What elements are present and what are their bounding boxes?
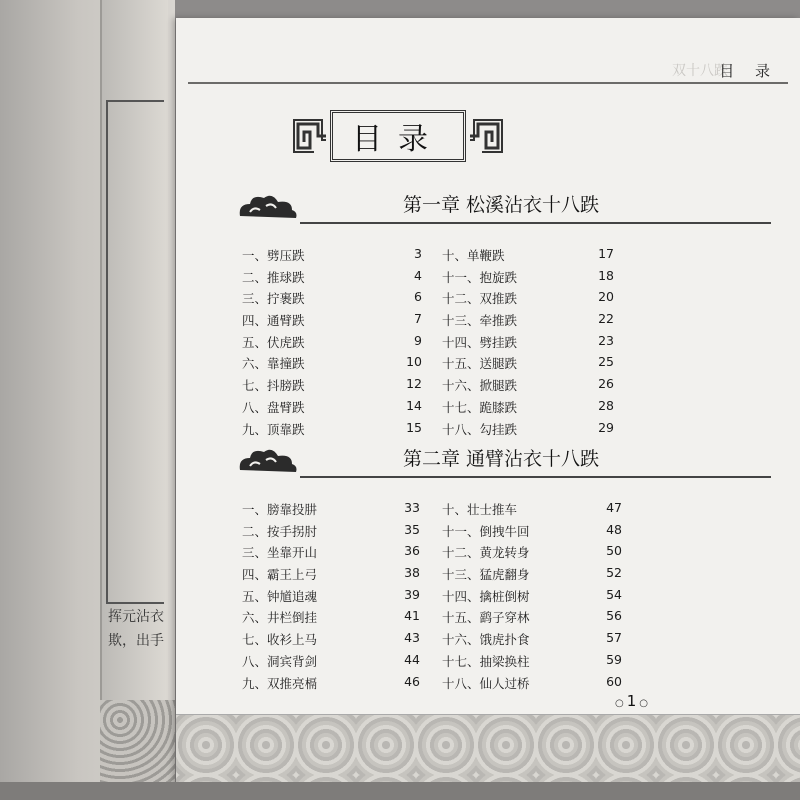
toc-entry-label: 十七、跪膝跌: [442, 399, 518, 415]
toc-entry-label: 三、拧裹跌: [242, 291, 305, 307]
toc-entry[interactable]: [242, 287, 422, 309]
left-page-illustration-frame: [106, 100, 164, 604]
chapter-2-left-column: [242, 498, 420, 693]
toc-entry-label: 一、膀靠投肼: [242, 502, 318, 517]
toc-entry-label: 十六、饿虎扑食: [442, 632, 530, 648]
toc-entry-page: 28: [598, 397, 614, 413]
chapter-2-right-column: [442, 498, 622, 693]
chapter-1-right-column: [442, 244, 614, 439]
toc-entry-label: 一、劈压跌: [242, 248, 305, 263]
toc-entry[interactable]: [442, 606, 622, 628]
toc-entry[interactable]: [242, 585, 420, 607]
chapter-2-heading: [236, 444, 771, 480]
chapter-2-rule: [300, 476, 771, 478]
toc-entry[interactable]: [442, 520, 622, 542]
bleed-through-text: 双十八跌: [672, 63, 728, 79]
toc-entry-page: 41: [404, 608, 420, 624]
toc-entry-label: 九、顶靠跌: [242, 421, 305, 437]
toc-title: 目录: [330, 110, 466, 162]
toc-entry[interactable]: [242, 672, 420, 694]
toc-entry[interactable]: [442, 309, 614, 331]
toc-entry[interactable]: [442, 418, 614, 440]
toc-entry[interactable]: [242, 628, 420, 650]
toc-entry-label: 六、靠撞跌: [242, 356, 305, 372]
toc-entry-label: 四、霸王上弓: [242, 567, 318, 583]
toc-entry[interactable]: [442, 628, 622, 650]
left-page: [0, 0, 175, 800]
toc-entry[interactable]: [242, 541, 420, 563]
toc-entry[interactable]: [442, 585, 622, 607]
running-header: [188, 60, 788, 84]
toc-entry-label: 五、伏虎跌: [242, 334, 305, 350]
toc-entry-page: 52: [606, 565, 622, 581]
left-page-text-line: 欺，出手: [108, 633, 164, 649]
toc-entry[interactable]: [442, 541, 622, 563]
toc-entry-page: 56: [606, 608, 622, 624]
toc-entry-label: 七、收衫上马: [242, 632, 318, 648]
toc-entry-page: 35: [404, 521, 420, 537]
toc-entry-label: 十六、掀腿跌: [442, 378, 518, 394]
toc-entry-page: 36: [404, 543, 420, 559]
book-bottom-edge: [0, 782, 800, 800]
toc-entry[interactable]: [442, 331, 614, 353]
toc-entry[interactable]: [442, 650, 622, 672]
toc-entry-label: 二、按手拐肘: [242, 523, 318, 539]
toc-entry[interactable]: [242, 418, 422, 440]
toc-entry-page: 23: [598, 332, 614, 348]
toc-entry[interactable]: [442, 374, 614, 396]
toc-entry-page: 50: [606, 543, 622, 559]
auspicious-cloud-icon: [236, 446, 300, 476]
toc-entry-label: 十八、仙人过桥: [442, 675, 530, 691]
toc-entry-label: 十三、牵推跌: [442, 313, 518, 329]
toc-entry-label: 十、单鞭跌: [442, 248, 505, 263]
toc-entry[interactable]: [242, 396, 422, 418]
toc-entry-page: 60: [606, 673, 622, 689]
running-header-title: 目 录: [719, 62, 778, 80]
toc-entry-label: 十五、鹞子穿林: [442, 610, 530, 626]
toc-entry[interactable]: [242, 520, 420, 542]
toc-entry[interactable]: [442, 352, 614, 374]
toc-entry-label: 三、坐靠开山: [242, 545, 318, 561]
toc-entry-page: 43: [404, 630, 420, 646]
toc-entry-page: 47: [606, 500, 622, 515]
toc-entry-label: 十二、黄龙转身: [442, 545, 530, 561]
left-page-text-line: 挥元沾衣: [108, 609, 164, 625]
toc-entry[interactable]: [242, 309, 422, 331]
toc-entry-page: 15: [406, 419, 422, 435]
left-meander-ornament-icon: [288, 114, 328, 158]
toc-entry-page: 25: [598, 354, 614, 370]
toc-entry-label: 四、通臂跌: [242, 313, 305, 329]
toc-entry[interactable]: [242, 352, 422, 374]
toc-entry-label: 八、盘臂跌: [242, 399, 305, 415]
toc-entry-page: 57: [606, 630, 622, 646]
chapter-1-title: 第一章 松溪沾衣十八跌: [402, 194, 600, 216]
chapter-1-rule: [300, 222, 771, 224]
toc-entry-label: 十八、勾挂跌: [442, 421, 518, 437]
toc-entry-label: 十四、擒桩倒树: [442, 588, 530, 604]
toc-entry[interactable]: [242, 374, 422, 396]
toc-entry-page: 38: [404, 565, 420, 581]
toc-entry[interactable]: [442, 563, 622, 585]
toc-entry-page: 46: [404, 673, 420, 689]
toc-entry-page: 20: [598, 289, 614, 305]
toc-entry[interactable]: [242, 606, 420, 628]
right-meander-ornament-icon: [468, 114, 508, 158]
toc-entry-label: 十、壮士推车: [442, 502, 518, 517]
toc-entry-page: 10: [406, 354, 422, 370]
toc-entry[interactable]: [442, 244, 614, 266]
toc-entry-label: 十四、劈挂跌: [442, 334, 518, 350]
toc-entry-page: 3: [414, 246, 422, 261]
toc-entry-page: 18: [598, 267, 614, 283]
toc-entry-label: 十一、倒拽牛回: [442, 523, 530, 539]
toc-entry[interactable]: [242, 563, 420, 585]
toc-entry-label: 八、洞宾背剑: [242, 653, 318, 669]
toc-page: [176, 18, 800, 800]
toc-entry-label: 五、钟馗追魂: [242, 588, 318, 604]
toc-entry-page: 14: [406, 397, 422, 413]
toc-entry-page: 4: [414, 267, 422, 283]
toc-title-block: [288, 106, 508, 168]
toc-entry[interactable]: [442, 287, 614, 309]
toc-entry-label: 七、抖膀跌: [242, 378, 305, 394]
chapter-1-left-column: [242, 244, 422, 439]
toc-entry-label: 九、双推亮槅: [242, 675, 318, 691]
toc-entry[interactable]: [442, 396, 614, 418]
toc-entry-label: 十一、抱旋跌: [442, 269, 518, 285]
page-number-left-dot-icon: ○: [615, 698, 624, 709]
toc-entry-page: 9: [414, 332, 422, 348]
toc-entry-page: 26: [598, 376, 614, 392]
toc-entry-page: 12: [406, 376, 422, 392]
toc-entry-label: 二、推球跌: [242, 269, 305, 285]
page-number-right-dot-icon: ○: [639, 698, 649, 709]
toc-entry[interactable]: [242, 244, 422, 266]
toc-entry-page: 7: [414, 311, 422, 327]
toc-entry-page: 48: [606, 521, 622, 537]
toc-entry[interactable]: [242, 331, 422, 353]
toc-entry[interactable]: [442, 498, 622, 520]
toc-entry-page: 29: [598, 419, 614, 435]
auspicious-cloud-icon: [236, 192, 300, 222]
toc-entry-label: 十五、送腿跌: [442, 356, 518, 372]
toc-entry[interactable]: [242, 266, 422, 288]
toc-entry-page: 22: [598, 311, 614, 327]
toc-entry-label: 十七、抽梁换柱: [442, 653, 530, 669]
toc-entry[interactable]: [242, 650, 420, 672]
toc-entry-label: 十二、双推跌: [442, 291, 518, 307]
toc-entry[interactable]: [442, 266, 614, 288]
toc-entry-label: 六、井栏倒挂: [242, 610, 318, 626]
toc-entry-page: 59: [606, 651, 622, 667]
toc-entry-page: 33: [404, 500, 420, 515]
chapter-2-title: 第二章 通臂沾衣十八跌: [402, 448, 600, 470]
toc-entry[interactable]: [242, 498, 420, 520]
toc-entry-page: 39: [404, 586, 420, 602]
page-number-value: 1: [626, 692, 637, 710]
toc-entry[interactable]: [442, 672, 622, 694]
toc-entry-page: 17: [598, 246, 614, 261]
toc-entry-page: 44: [404, 651, 420, 667]
chapter-1-heading: [236, 190, 771, 226]
toc-entry-page: 54: [606, 586, 622, 602]
page-number: [612, 692, 651, 710]
toc-entry-label: 十三、猛虎翻身: [442, 567, 530, 583]
toc-entry-page: 6: [414, 289, 422, 305]
